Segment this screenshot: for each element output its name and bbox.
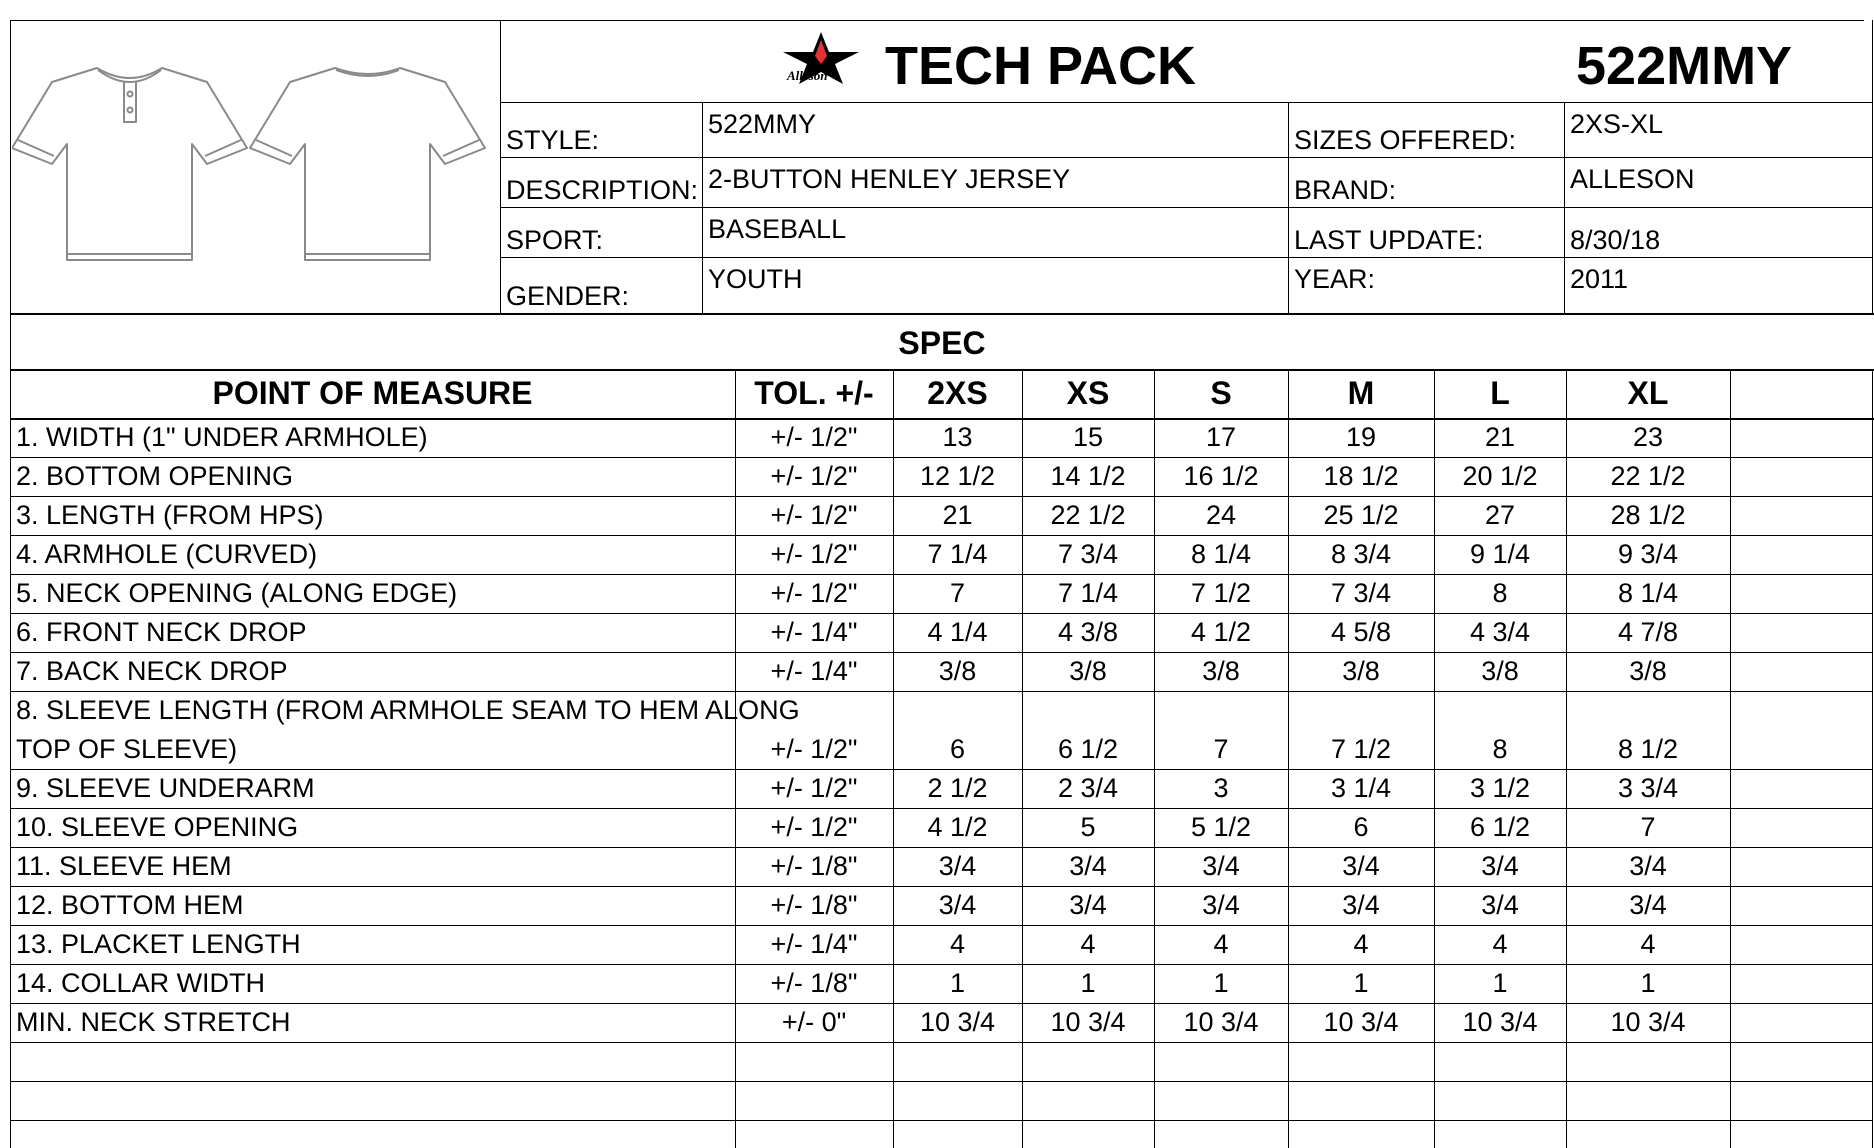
tolerance-value: +/- 1/2" <box>770 734 858 764</box>
size-value-xs: 2 3/4 <box>1057 773 1119 803</box>
tolerance-value: +/- 1/8" <box>770 890 858 920</box>
size-value-l: 3/4 <box>1481 851 1519 881</box>
column-divider <box>1154 369 1155 1148</box>
size-value-2xs: 21 <box>942 500 973 530</box>
pom-label: 13. PLACKET LENGTH <box>16 929 301 959</box>
sizes-offered-label: SIZES OFFERED: <box>1294 125 1517 155</box>
size-value-xs: 15 <box>1072 422 1104 452</box>
size-value-2xs: 1 <box>949 968 966 998</box>
pom-label: 12. BOTTOM HEM <box>16 890 244 920</box>
brand-label: BRAND: <box>1294 175 1397 205</box>
size-value-s: 16 1/2 <box>1183 461 1259 491</box>
size-value-m: 7 1/2 <box>1330 734 1392 764</box>
size-value-m: 3/4 <box>1342 890 1380 920</box>
back-view-jersey <box>250 68 485 260</box>
size-value-2xs: 7 1/4 <box>927 539 988 569</box>
size-value-s: 5 1/2 <box>1190 812 1252 842</box>
tolerance-value: +/- 1/2" <box>770 812 858 842</box>
tolerance-value: +/- 1/2" <box>770 539 858 569</box>
year-value: 2011 <box>1570 264 1629 294</box>
size-value-2xs: 6 <box>949 734 966 764</box>
size-value-xs: 10 3/4 <box>1050 1007 1126 1037</box>
size-value-m: 7 3/4 <box>1330 578 1392 608</box>
size-value-2xs: 13 <box>942 422 973 452</box>
size-value-m: 8 3/4 <box>1330 539 1392 569</box>
pom-label: 2. BOTTOM OPENING <box>16 461 294 491</box>
pom-label: 1. WIDTH (1" UNDER ARMHOLE) <box>16 422 428 452</box>
size-value-xs: 7 3/4 <box>1057 539 1119 569</box>
size-value-2xs: 12 1/2 <box>919 461 996 491</box>
size-value-xl: 8 1/4 <box>1617 578 1679 608</box>
size-value-2xs: 4 1/4 <box>927 617 988 647</box>
size-value-2xs: 10 3/4 <box>919 1007 996 1037</box>
size-value-m: 4 5/8 <box>1330 617 1392 647</box>
empty-row-divider <box>10 1081 1872 1082</box>
size-value-l: 20 1/2 <box>1462 461 1538 491</box>
size-value-xs: 14 1/2 <box>1050 461 1126 491</box>
pom-label: 4. ARMHOLE (CURVED) <box>16 539 318 569</box>
size-value-xs: 5 <box>1080 812 1096 842</box>
style-code-title: 522MMY <box>1576 36 1793 96</box>
tolerance-value: +/- 1/8" <box>770 968 858 998</box>
last-update-value: 8/30/18 <box>1570 225 1661 255</box>
size-value-2xs: 7 <box>949 578 966 608</box>
size-value-xs: 1 <box>1080 968 1096 998</box>
gender-label: GENDER: <box>506 281 630 311</box>
size-value-s: 3/4 <box>1202 890 1240 920</box>
info-col-1 <box>702 102 703 314</box>
size-value-2xs: 3/4 <box>938 890 977 920</box>
info-line-4 <box>500 257 1872 258</box>
column-divider <box>735 369 736 1148</box>
size-value-l: 4 <box>1492 929 1508 959</box>
sketch-divider <box>500 20 501 314</box>
size-value-xl: 3/4 <box>1629 851 1667 881</box>
size-value-xl: 4 7/8 <box>1617 617 1679 647</box>
column-header-tol: TOL. +/- <box>754 375 874 411</box>
spec-top-border <box>10 313 1874 315</box>
size-value-xl: 9 3/4 <box>1617 539 1679 569</box>
size-value-xl: 10 3/4 <box>1610 1007 1686 1037</box>
size-value-m: 3/8 <box>1342 656 1380 686</box>
size-value-xs: 7 1/4 <box>1057 578 1119 608</box>
size-value-s: 4 <box>1213 929 1229 959</box>
size-value-2xs: 4 1/2 <box>927 812 988 842</box>
column-header-size-xs: XS <box>1066 375 1110 411</box>
size-value-s: 3 <box>1213 773 1229 803</box>
size-value-l: 1 <box>1492 968 1508 998</box>
column-divider <box>1872 369 1873 1148</box>
sport-value: BASEBALL <box>708 214 847 244</box>
size-value-m: 25 1/2 <box>1323 500 1399 530</box>
size-value-m: 4 <box>1353 929 1369 959</box>
column-divider <box>1288 369 1289 1148</box>
right-border <box>1872 20 1873 314</box>
info-line-1 <box>500 102 1872 103</box>
size-value-l: 27 <box>1484 500 1516 530</box>
tolerance-value: +/- 0" <box>781 1007 847 1037</box>
row-divider <box>10 1042 1872 1043</box>
top-border <box>10 20 1864 21</box>
size-value-xl: 1 <box>1640 968 1656 998</box>
year-label: YEAR: <box>1294 264 1376 294</box>
size-value-s: 8 1/4 <box>1190 539 1252 569</box>
size-value-xl: 7 <box>1640 812 1656 842</box>
size-value-xl: 3/4 <box>1629 890 1667 920</box>
size-value-s: 10 3/4 <box>1183 1007 1259 1037</box>
size-value-xl: 8 1/2 <box>1617 734 1679 764</box>
size-value-s: 7 1/2 <box>1190 578 1252 608</box>
pom-label: 10. SLEEVE OPENING <box>16 812 299 842</box>
brand-value: ALLESON <box>1570 164 1695 194</box>
info-line-2 <box>500 157 1872 158</box>
tolerance-value: +/- 1/4" <box>770 617 858 647</box>
size-value-xl: 22 1/2 <box>1610 461 1686 491</box>
size-value-l: 8 <box>1492 578 1508 608</box>
tolerance-value: +/- 1/2" <box>770 578 858 608</box>
pom-label: 6. FRONT NECK DROP <box>16 617 307 647</box>
size-value-m: 1 <box>1353 968 1369 998</box>
column-divider <box>1022 369 1023 1148</box>
size-value-s: 3/8 <box>1202 656 1240 686</box>
column-header-size-2xs: 2XS <box>927 375 988 411</box>
description-label: DESCRIPTION: <box>506 175 699 205</box>
size-value-xs: 3/4 <box>1069 890 1107 920</box>
size-value-xl: 28 1/2 <box>1610 500 1686 530</box>
column-divider <box>1434 369 1435 1148</box>
size-value-l: 3/8 <box>1481 656 1519 686</box>
tolerance-value: +/- 1/2" <box>770 422 858 452</box>
size-value-xs: 4 3/8 <box>1057 617 1119 647</box>
size-value-xl: 3/8 <box>1629 656 1667 686</box>
tolerance-value: +/- 1/4" <box>770 929 858 959</box>
column-header-pom: POINT OF MEASURE <box>212 375 533 411</box>
column-divider <box>893 369 894 1148</box>
column-header-size-s: S <box>1210 375 1232 411</box>
spec-header-top <box>10 369 1874 371</box>
column-header-size-xl: XL <box>1627 375 1669 411</box>
pom-label: 14. COLLAR WIDTH <box>16 968 266 998</box>
size-value-l: 21 <box>1484 422 1516 452</box>
tolerance-value: +/- 1/2" <box>770 500 858 530</box>
size-value-2xs: 2 1/2 <box>927 773 988 803</box>
size-value-2xs: 3/4 <box>938 851 977 881</box>
size-value-m: 6 <box>1353 812 1369 842</box>
size-value-xs: 3/8 <box>1069 656 1107 686</box>
size-value-2xs: 4 <box>949 929 966 959</box>
pom-label: 5. NECK OPENING (ALONG EDGE) <box>16 578 458 608</box>
pom-label: 3. LENGTH (FROM HPS) <box>16 500 324 530</box>
style-value: 522MMY <box>708 109 817 139</box>
size-value-m: 19 <box>1345 422 1377 452</box>
style-label: STYLE: <box>506 125 600 155</box>
spec-title: SPEC <box>898 325 986 361</box>
pom-label: 9. SLEEVE UNDERARM <box>16 773 315 803</box>
size-value-xl: 4 <box>1640 929 1656 959</box>
size-value-l: 9 1/4 <box>1469 539 1531 569</box>
front-view-jersey <box>12 68 247 260</box>
size-value-m: 3/4 <box>1342 851 1380 881</box>
sizes-offered-value: 2XS-XL <box>1570 109 1664 139</box>
pom-label: 8. SLEEVE LENGTH (FROM ARMHOLE SEAM TO HEM ALONG <box>16 695 800 725</box>
size-value-xs: 6 1/2 <box>1057 734 1119 764</box>
column-divider <box>1730 369 1731 1148</box>
page-title: TECH PACK <box>885 36 1197 96</box>
pom-label: 11. SLEEVE HEM <box>16 851 232 881</box>
garment-sketch <box>12 60 488 270</box>
logo-text: Alleson <box>787 68 828 83</box>
size-value-l: 6 1/2 <box>1469 812 1531 842</box>
size-value-xs: 4 <box>1080 929 1096 959</box>
size-value-l: 3 1/2 <box>1469 773 1531 803</box>
size-value-xl: 3 3/4 <box>1617 773 1679 803</box>
size-value-m: 18 1/2 <box>1323 461 1399 491</box>
tolerance-value: +/- 1/4" <box>770 656 858 686</box>
info-col-3 <box>1564 102 1565 314</box>
size-value-s: 4 1/2 <box>1190 617 1252 647</box>
last-update-label: LAST UPDATE: <box>1294 225 1484 255</box>
size-value-xs: 22 1/2 <box>1050 500 1126 530</box>
size-value-2xs: 3/8 <box>938 656 977 686</box>
column-header-size-l: L <box>1490 375 1510 411</box>
column-divider <box>1566 369 1567 1148</box>
size-value-l: 4 3/4 <box>1469 617 1531 647</box>
size-value-l: 10 3/4 <box>1462 1007 1538 1037</box>
column-header-size-m: M <box>1347 375 1375 411</box>
size-value-l: 8 <box>1492 734 1508 764</box>
pom-label: 7. BACK NECK DROP <box>16 656 288 686</box>
alleson-logo <box>783 30 859 90</box>
size-value-l: 3/4 <box>1481 890 1519 920</box>
size-value-xl: 23 <box>1632 422 1664 452</box>
size-value-s: 7 <box>1213 734 1229 764</box>
size-value-s: 17 <box>1205 422 1237 452</box>
size-value-m: 3 1/4 <box>1330 773 1392 803</box>
description-value: 2-BUTTON HENLEY JERSEY <box>708 164 1071 194</box>
size-value-s: 1 <box>1213 968 1229 998</box>
pom-label: MIN. NECK STRETCH <box>16 1007 291 1037</box>
size-value-s: 24 <box>1205 500 1237 530</box>
size-value-m: 10 3/4 <box>1323 1007 1399 1037</box>
info-line-3 <box>500 207 1872 208</box>
size-value-s: 3/4 <box>1202 851 1240 881</box>
tolerance-value: +/- 1/2" <box>770 773 858 803</box>
empty-row-divider <box>10 1120 1872 1121</box>
pom-label-cont: TOP OF SLEEVE) <box>16 734 238 764</box>
tolerance-value: +/- 1/8" <box>770 851 858 881</box>
gender-value: YOUTH <box>708 264 803 294</box>
size-value-xs: 3/4 <box>1069 851 1107 881</box>
info-col-2 <box>1288 102 1289 314</box>
sport-label: SPORT: <box>506 225 604 255</box>
tolerance-value: +/- 1/2" <box>770 461 858 491</box>
